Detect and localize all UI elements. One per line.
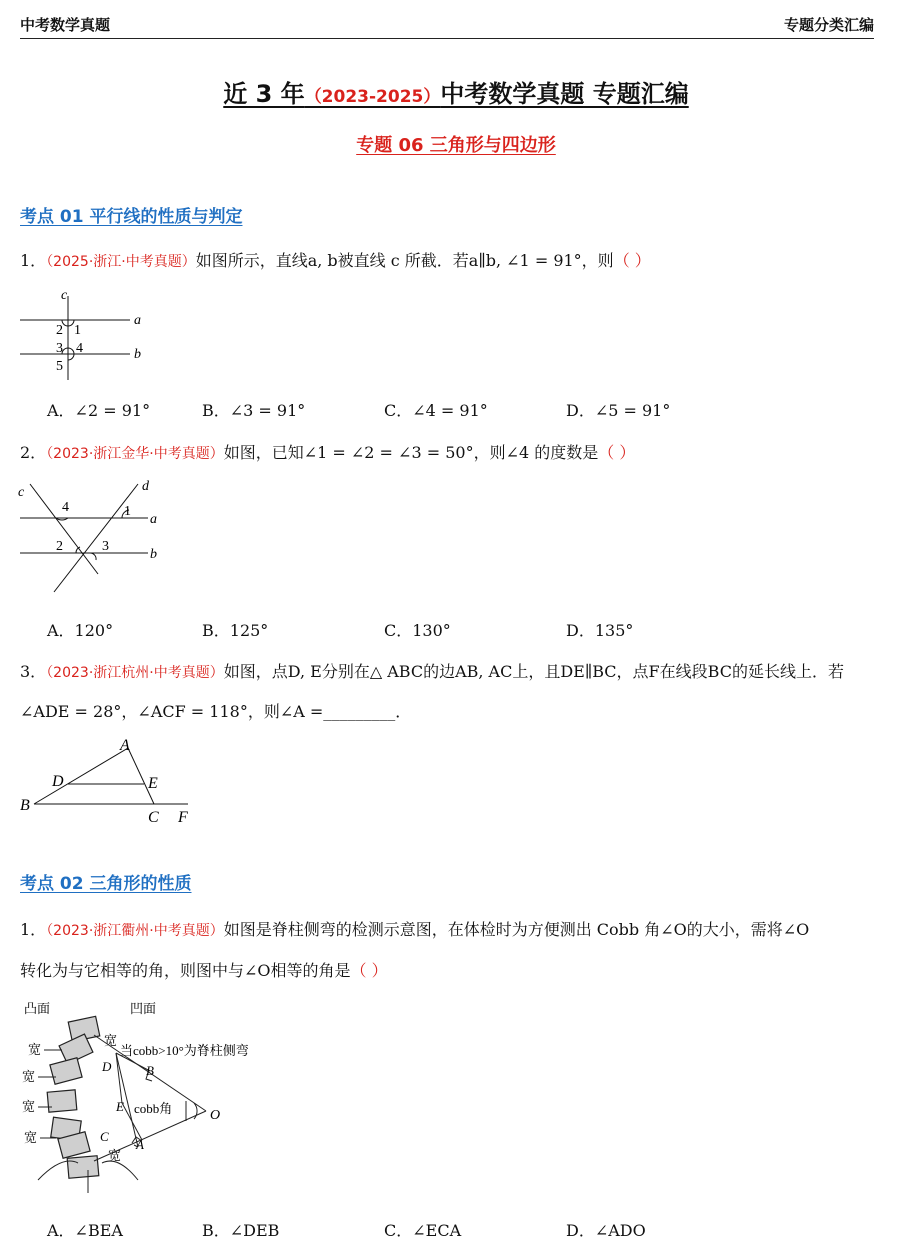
title-prefix: 近 3 年	[223, 80, 305, 108]
title-years: （2023-2025）	[304, 87, 441, 107]
option-a[interactable]: A．∠BEA	[47, 1221, 123, 1240]
q-num: 1．	[20, 251, 47, 270]
q-text: 转化为与它相等的角，则图中与∠O相等的角是	[20, 961, 351, 980]
angle-2: 2	[56, 323, 63, 338]
option-b[interactable]: B．∠DEB	[202, 1221, 280, 1240]
q-end: ．	[395, 702, 412, 721]
label-B: B	[20, 797, 30, 814]
wide-label: 宽	[104, 1033, 118, 1048]
label-A: A	[120, 737, 130, 754]
label-c: c	[18, 485, 25, 500]
s2-q1-figure	[18, 995, 298, 1195]
q-source: （2023·浙江金华·中考真题）	[46, 446, 224, 462]
label-C: C	[148, 809, 159, 826]
angle-3: 3	[102, 539, 109, 554]
option-c[interactable]: C．∠4 = 91°	[384, 401, 488, 420]
q-text: 如图是脊柱侧弯的检测示意图，在体检时为方便测出 Cobb 角∠O的大小，需将∠O	[223, 920, 810, 939]
wide-label: 宽	[22, 1069, 36, 1084]
page-title	[0, 74, 912, 109]
cobb-angle-label: cobb角	[134, 1101, 173, 1116]
q-num: 2．	[20, 443, 47, 462]
option-d[interactable]: D．∠5 = 91°	[566, 401, 671, 420]
label-A: A	[136, 1137, 144, 1152]
angle-3: 3	[56, 341, 63, 356]
page-subtitle: 专题 06 三角形与四边形	[356, 135, 556, 156]
q-source: （2023·浙江杭州·中考真题）	[46, 665, 224, 681]
s1-q3-stem-line2	[20, 699, 411, 722]
label-b: b	[134, 347, 141, 362]
section2-title: 考点 02 三角形的性质	[20, 874, 192, 894]
wide-label: 宽	[108, 1148, 122, 1163]
label-C: C	[100, 1129, 109, 1144]
header-left: 中考数学真题	[20, 16, 111, 34]
option-c[interactable]: C．∠ECA	[384, 1221, 462, 1240]
option-d[interactable]: D．∠ADO	[566, 1221, 646, 1240]
option-a[interactable]: A．∠2 = 91°	[47, 401, 151, 420]
page-header	[20, 12, 874, 39]
label-F: F	[178, 809, 188, 826]
option-b[interactable]: B．125°	[202, 621, 269, 640]
angle-5: 5	[56, 359, 63, 374]
angle-2: 2	[56, 539, 63, 554]
header-right: 专题分类汇编	[783, 16, 874, 34]
s1-q3-stem	[20, 659, 844, 682]
q-num: 1．	[20, 920, 47, 939]
angle-1: 1	[74, 323, 81, 338]
q-text: 如图，点D, E分别在△ ABC的边AB, AC上，且DE∥BC，点F在线段BC的延长线上．若	[223, 662, 844, 681]
option-a[interactable]: A．120°	[47, 621, 114, 640]
q-text: 如图所示，直线a, b被直线 c 所截．若a∥b, ∠1 = 91°，则	[195, 251, 614, 270]
answer-paren: （ ）	[350, 961, 388, 980]
label-D: D	[102, 1059, 112, 1074]
q-source: （2023·浙江衢州·中考真题）	[46, 923, 224, 939]
label-concave: 凹面	[130, 1001, 157, 1016]
label-E: E	[148, 775, 158, 792]
label-b: b	[150, 547, 157, 562]
q-num: 3．	[20, 662, 47, 681]
label-c: c	[61, 288, 68, 303]
s2-q1-stem-line2	[20, 958, 388, 981]
title-suffix: 中考数学真题 专题汇编	[440, 80, 689, 108]
label-d: d	[142, 479, 149, 494]
s1-q2-figure	[18, 476, 178, 596]
label-convex: 凸面	[24, 1001, 51, 1016]
s1-q1-figure	[20, 288, 160, 383]
angle-4: 4	[62, 500, 69, 515]
cobb-note: 当cobb>10°为脊柱侧弯	[120, 1043, 249, 1058]
label-D: D	[52, 773, 64, 790]
wide-label: 宽	[28, 1042, 42, 1057]
angle-4: 4	[76, 341, 83, 356]
angle-1: 1	[124, 504, 131, 519]
q-text: 如图，已知∠1 = ∠2 = ∠3 = 50°，则∠4 的度数是	[223, 443, 599, 462]
option-b[interactable]: B．∠3 = 91°	[202, 401, 306, 420]
label-O: O	[210, 1108, 221, 1123]
s2-q1-stem	[20, 917, 809, 940]
q-text: ∠ADE = 28°，∠ACF = 118°，则∠A =	[20, 702, 324, 721]
wide-label: 宽	[24, 1130, 38, 1145]
label-a: a	[150, 512, 157, 527]
label-E: E	[116, 1099, 124, 1114]
option-c[interactable]: C．130°	[384, 621, 451, 640]
answer-blank[interactable]: _________	[323, 702, 396, 721]
wide-label: 宽	[22, 1099, 36, 1114]
label-a: a	[134, 313, 141, 328]
spine	[47, 1016, 100, 1178]
answer-paren: （ ）	[613, 251, 651, 270]
label-B: B	[146, 1063, 154, 1078]
s1-q2-stem	[20, 440, 635, 463]
option-d[interactable]: D．135°	[566, 621, 634, 640]
answer-paren: （ ）	[598, 443, 636, 462]
section1-title: 考点 01 平行线的性质与判定	[20, 207, 243, 227]
q-source: （2025·浙江·中考真题）	[46, 254, 196, 270]
s1-q3-figure	[18, 736, 198, 831]
s1-q1-stem	[20, 248, 651, 271]
